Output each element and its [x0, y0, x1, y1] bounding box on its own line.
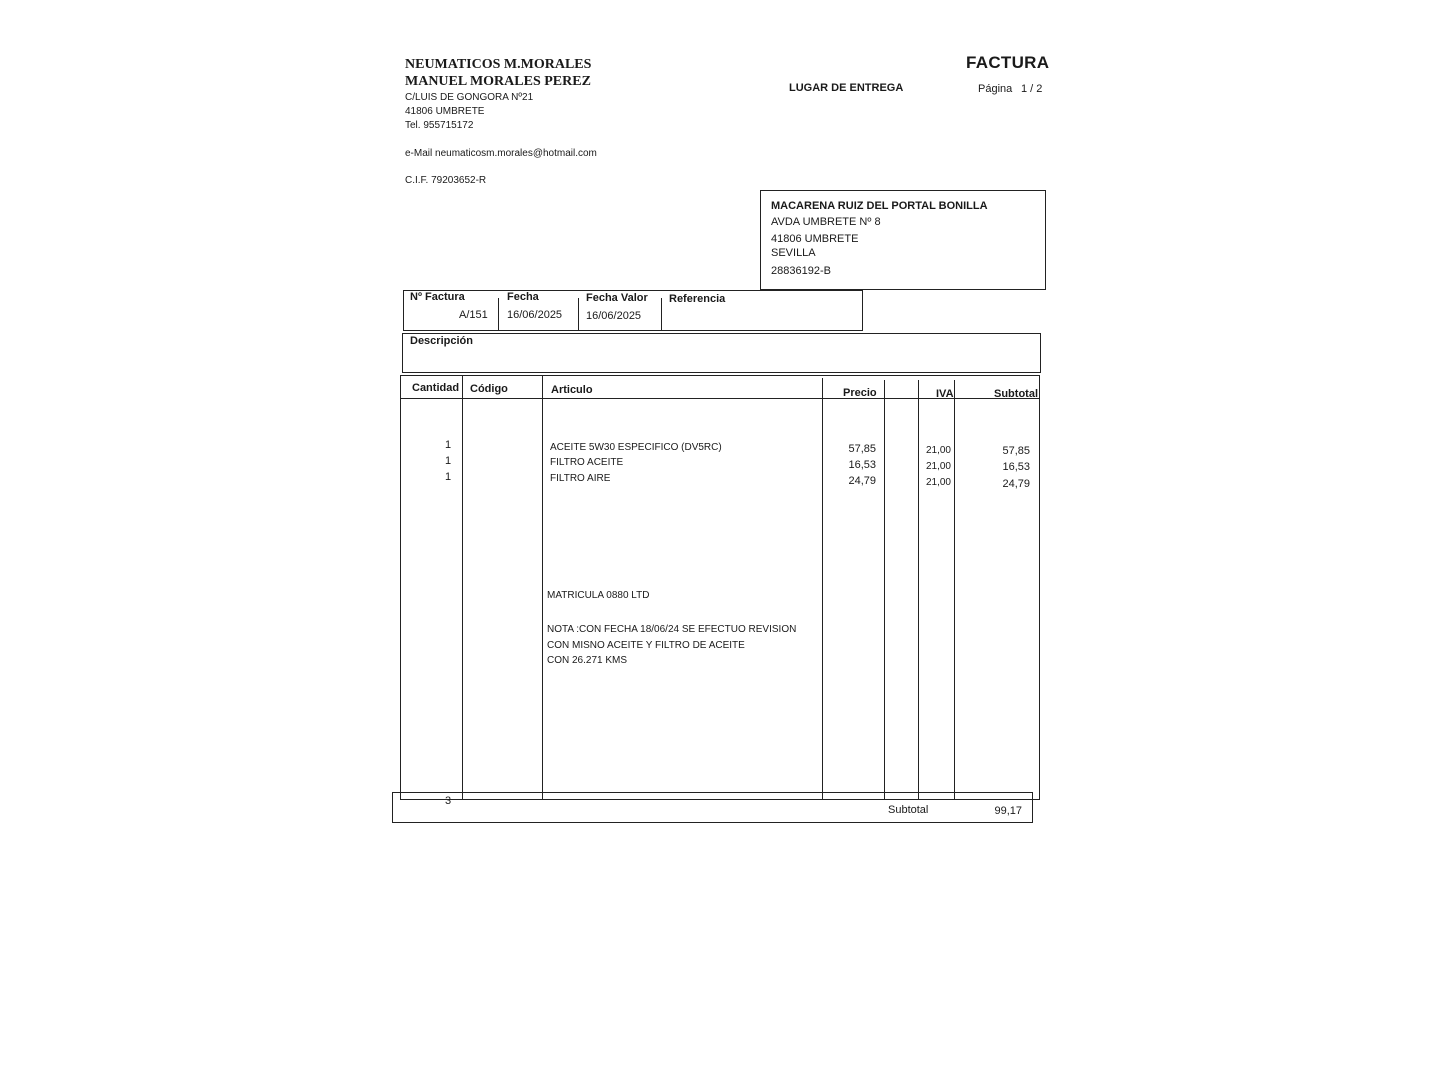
row-1-iva: 21,00 [925, 445, 951, 456]
document-title: FACTURA [966, 53, 1050, 72]
company-email: e-Mail neumaticosm.morales@hotmail.com [405, 148, 597, 159]
row-2-subtotal: 16,53 [1002, 461, 1030, 473]
row-1-precio: 57,85 [848, 443, 876, 455]
company-name: NEUMATICOS M.MORALES [405, 57, 592, 72]
row-3-articulo: FILTRO AIRE [550, 473, 611, 484]
note-line-1: NOTA :CON FECHA 18/06/24 SE EFECTUO REVISION [547, 624, 797, 635]
value-date: 16/06/2025 [586, 310, 642, 322]
col-header-articulo: Articulo [551, 384, 593, 396]
company-phone: Tel. 955715172 [405, 120, 474, 131]
row-2-cantidad: 1 [445, 455, 452, 467]
invoice-date: 16/06/2025 [507, 309, 563, 321]
row-1-articulo: ACEITE 5W30 ESPECIFICO (DV5RC) [550, 442, 722, 453]
subtotal-value: 99,17 [994, 805, 1022, 817]
company-city: 41806 UMBRETE [405, 106, 485, 117]
reference-label: Referencia [669, 293, 726, 305]
description-label: Descripción [410, 335, 473, 347]
col-header-cantidad: Cantidad [412, 382, 460, 394]
description-box [402, 333, 1041, 373]
row-2-articulo: FILTRO ACEITE [550, 457, 624, 468]
col-header-precio: Precio [843, 387, 877, 399]
delivery-place-label: LUGAR DE ENTREGA [789, 82, 904, 94]
page-number: 1 / 2 [1021, 83, 1043, 95]
subtotal-label: Subtotal [888, 804, 929, 816]
row-3-iva: 21,00 [925, 477, 951, 488]
client-nif: 28836192-B [771, 265, 831, 277]
company-owner: MANUEL MORALES PEREZ [405, 74, 591, 89]
row-1-cantidad: 1 [445, 439, 452, 451]
client-province: SEVILLA [771, 247, 816, 259]
note-line-2: CON MISNO ACEITE Y FILTRO DE ACEITE [547, 640, 745, 651]
totals-row [392, 792, 1033, 823]
col-header-codigo: Código [470, 383, 508, 395]
row-3-cantidad: 1 [445, 471, 452, 483]
invoice-number: A/151 [459, 309, 488, 321]
company-address: C/LUIS DE GONGORA Nº21 [405, 92, 534, 103]
row-1-subtotal: 57,85 [1002, 445, 1030, 457]
client-city: 41806 UMBRETE [771, 233, 859, 245]
company-cif: C.I.F. 79203652-R [405, 175, 487, 186]
note-matricula: MATRICULA 0880 LTD [547, 590, 650, 601]
total-quantity: 3 [445, 795, 452, 807]
invoice-date-label: Fecha [507, 291, 539, 303]
col-header-iva: IVA [936, 388, 954, 400]
client-name: MACARENA RUIZ DEL PORTAL BONILLA [771, 200, 988, 212]
value-date-label: Fecha Valor [586, 292, 648, 304]
items-table [400, 375, 1040, 800]
invoice-number-label: Nº Factura [410, 291, 465, 303]
client-address: AVDA UMBRETE Nº 8 [771, 216, 881, 228]
col-header-subtotal: Subtotal [994, 388, 1038, 400]
row-2-iva: 21,00 [925, 461, 951, 472]
page-label: Página [978, 83, 1013, 95]
note-line-3: CON 26.271 KMS [547, 655, 628, 666]
row-3-precio: 24,79 [848, 475, 876, 487]
row-2-precio: 16,53 [848, 459, 876, 471]
row-3-subtotal: 24,79 [1002, 478, 1030, 490]
